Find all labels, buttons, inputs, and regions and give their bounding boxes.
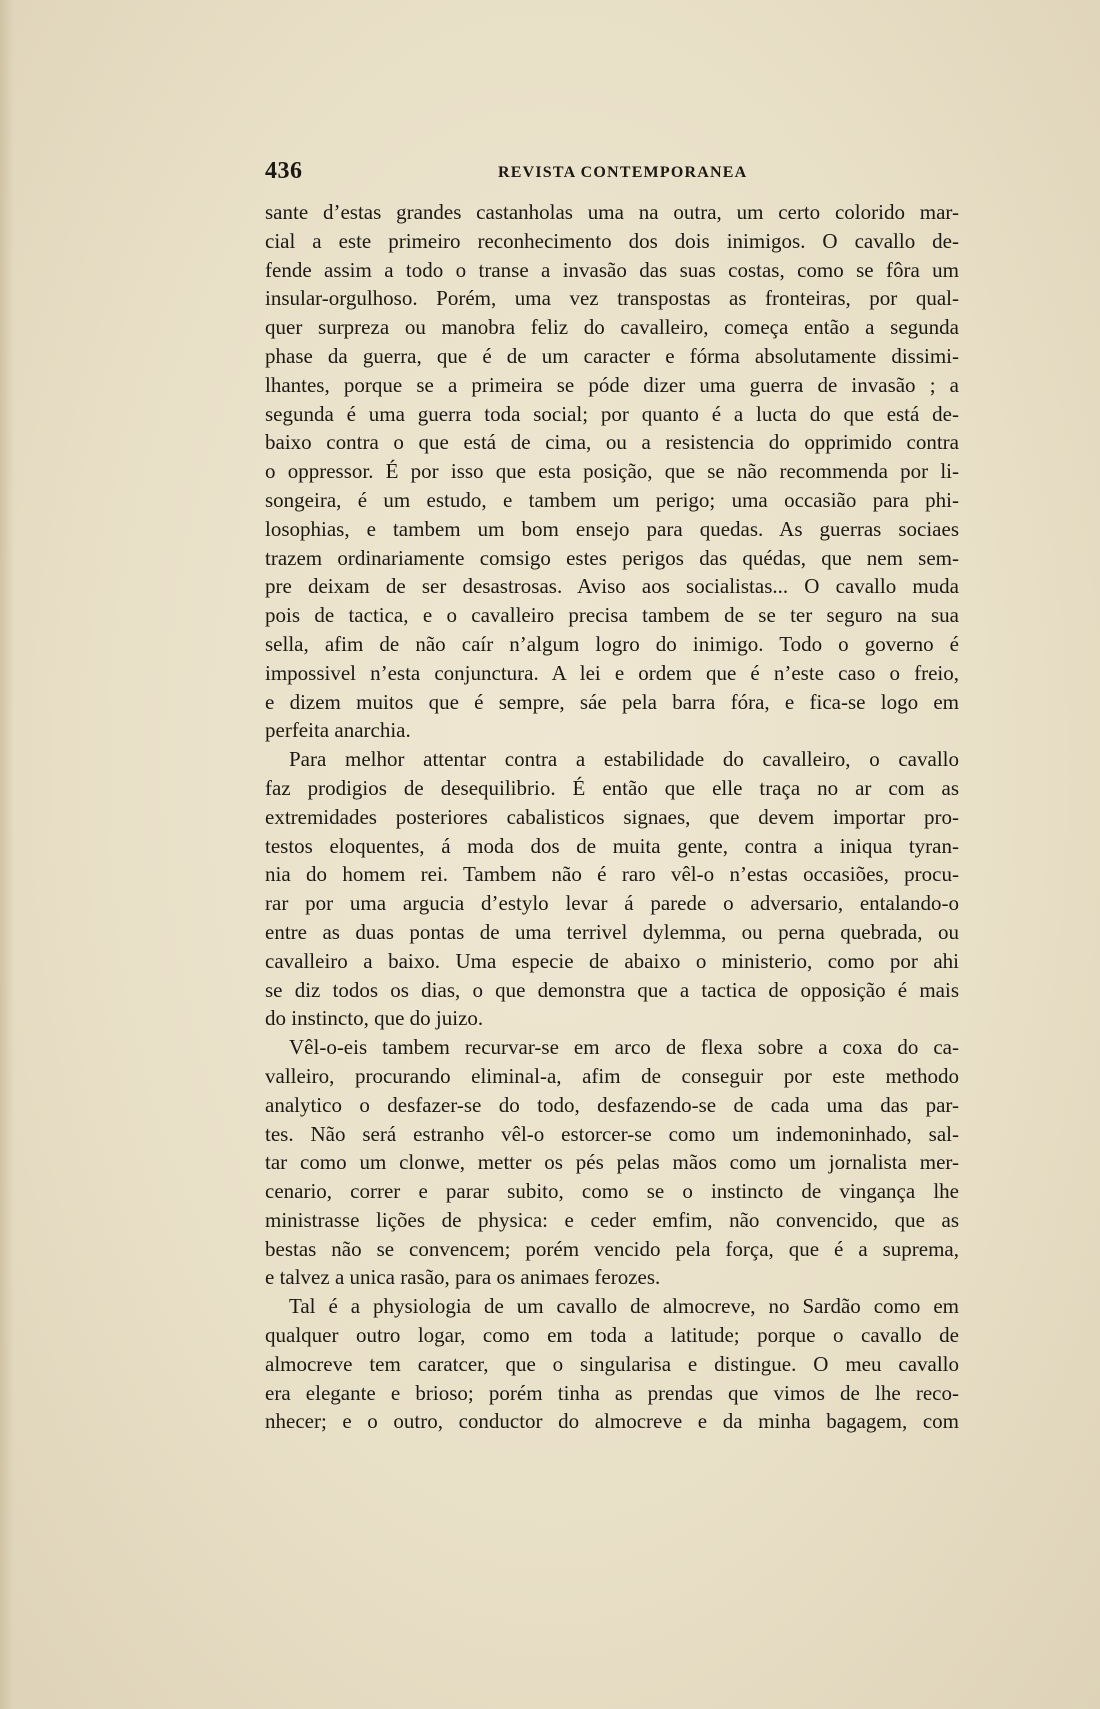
text-line: lhantes, porque se a primeira se póde dizer uma guerra de invasão ; a (265, 372, 959, 397)
text-line: sella, afim de não caír n’algum logro do inimigo. Todo o governo é (265, 631, 959, 656)
text-line: phase da guerra, que é de um caracter e fórma absolutamente dissimi- (265, 343, 959, 368)
text-line: sante d’estas grandes castanholas uma na outra, um certo colorido mar- (265, 200, 959, 224)
paragraph-start-line: Vêl-o-eis tambem recurvar-se em arco de flexa sobre a coxa do ca- (289, 1035, 959, 1060)
text-line: cial a este primeiro reconhecimento dos dois inimigos. O cavallo de- (265, 228, 959, 253)
text-line: almocreve tem caratcer, que o singularisa e distingue. O meu cavallo (265, 1351, 959, 1376)
paragraph-end-line: perfeita anarchia. (265, 718, 411, 743)
text-line: rar por uma argucia d’estylo levar á parede o adversario, entalando-o (265, 891, 959, 916)
text-line: bestas não se convencem; porém vencido pela força, que é a suprema, (265, 1236, 959, 1261)
text-line: era elegante e brioso; porém tinha as prendas que vimos de lhe reco- (265, 1380, 959, 1405)
text-line: losophias, e tambem um bom ensejo para quedas. As guerras sociaes (265, 516, 959, 541)
body-text (265, 198, 959, 1436)
text-line: cavalleiro a baixo. Uma especie de abaixo o ministerio, como por ahi (265, 948, 959, 973)
text-line: tes. Não será estranho vêl-o estorcer-se como um indemoninhado, sal- (265, 1121, 959, 1146)
text-line: o oppressor. É por isso que esta posição, que se não recommenda por li- (265, 459, 959, 484)
text-line: segunda é uma guerra toda social; por quanto é a lucta do que está de- (265, 401, 959, 426)
text-line: songeira, é um estudo, e tambem um perigo; uma occasião para phi- (265, 487, 959, 512)
text-line: nia do homem rei. Tambem não é raro vêl-o n’estas occasiões, procu- (265, 862, 959, 887)
text-line: testos eloquentes, á moda dos de muita gente, contra a iniqua tyran- (265, 833, 959, 858)
paragraph-start-line: Para melhor attentar contra a estabilidade do cavalleiro, o cavallo (289, 747, 959, 772)
text-line: valleiro, procurando eliminal-a, afim de conseguir por este methodo (265, 1063, 959, 1088)
journal-title: REVISTA CONTEMPORANEA (498, 164, 748, 181)
paragraph-start-line: Tal é a physiologia de um cavallo de almocreve, no Sardão como em (289, 1294, 959, 1319)
text-line: e dizem muitos que é sempre, sáe pela barra fóra, e fica-se logo em (265, 689, 959, 714)
text-line: pre deixam de ser desastrosas. Aviso aos socialistas... O cavallo muda (265, 574, 959, 599)
text-line: qualquer outro logar, como em toda a latitude; porque o cavallo de (265, 1323, 959, 1348)
text-line: entre as duas pontas de uma terrivel dylemma, ou perna quebrada, ou (265, 919, 959, 944)
paragraph-end-line: do instincto, que do juizo. (265, 1006, 484, 1031)
text-line: trazem ordinariamente comsigo estes perigos das quédas, que nem sem- (265, 545, 959, 570)
paragraph-end-line: e talvez a unica rasão, para os animaes ferozes. (265, 1265, 661, 1290)
text-line: fende assim a todo o transe a invasão das suas costas, como se fôra um (265, 257, 959, 282)
text-line: cenario, correr e parar subito, como se o instincto de vingança lhe (265, 1179, 959, 1204)
text-line: quer surpreza ou manobra feliz do cavalleiro, começa então a segunda (265, 315, 959, 340)
text-line: baixo contra o que está de cima, ou a resistencia do opprimido contra (265, 430, 959, 455)
running-head (265, 158, 955, 188)
text-line: faz prodigios de desequilibrio. É então que elle traça no ar com as (265, 775, 959, 800)
text-line: nhecer; e o outro, conductor do almocreve e da minha bagagem, com (265, 1409, 959, 1434)
text-line: pois de tactica, e o cavalleiro precisa tambem de se ter seguro na sua (265, 603, 959, 628)
text-line: insular-orgulhoso. Porém, uma vez transpostas as fronteiras, por qual- (265, 286, 959, 311)
text-line: se diz todos os dias, o que demonstra que a tactica de opposição é mais (265, 977, 959, 1002)
text-line: analytico o desfazer-se do todo, desfazendo-se de cada uma das par- (265, 1092, 959, 1117)
page-edge-shadow (0, 0, 14, 1709)
text-line: extremidades posteriores cabalisticos signaes, que devem importar pro- (265, 804, 959, 829)
page-number: 436 (265, 158, 303, 184)
text-line: ministrasse lições de physica: e ceder emfim, não convencido, que as (265, 1207, 959, 1232)
text-line: impossivel n’esta conjunctura. A lei e ordem que é n’este caso o freio, (265, 660, 959, 685)
text-line: tar como um clonwe, metter os pés pelas mãos como um jornalista mer- (265, 1150, 959, 1175)
